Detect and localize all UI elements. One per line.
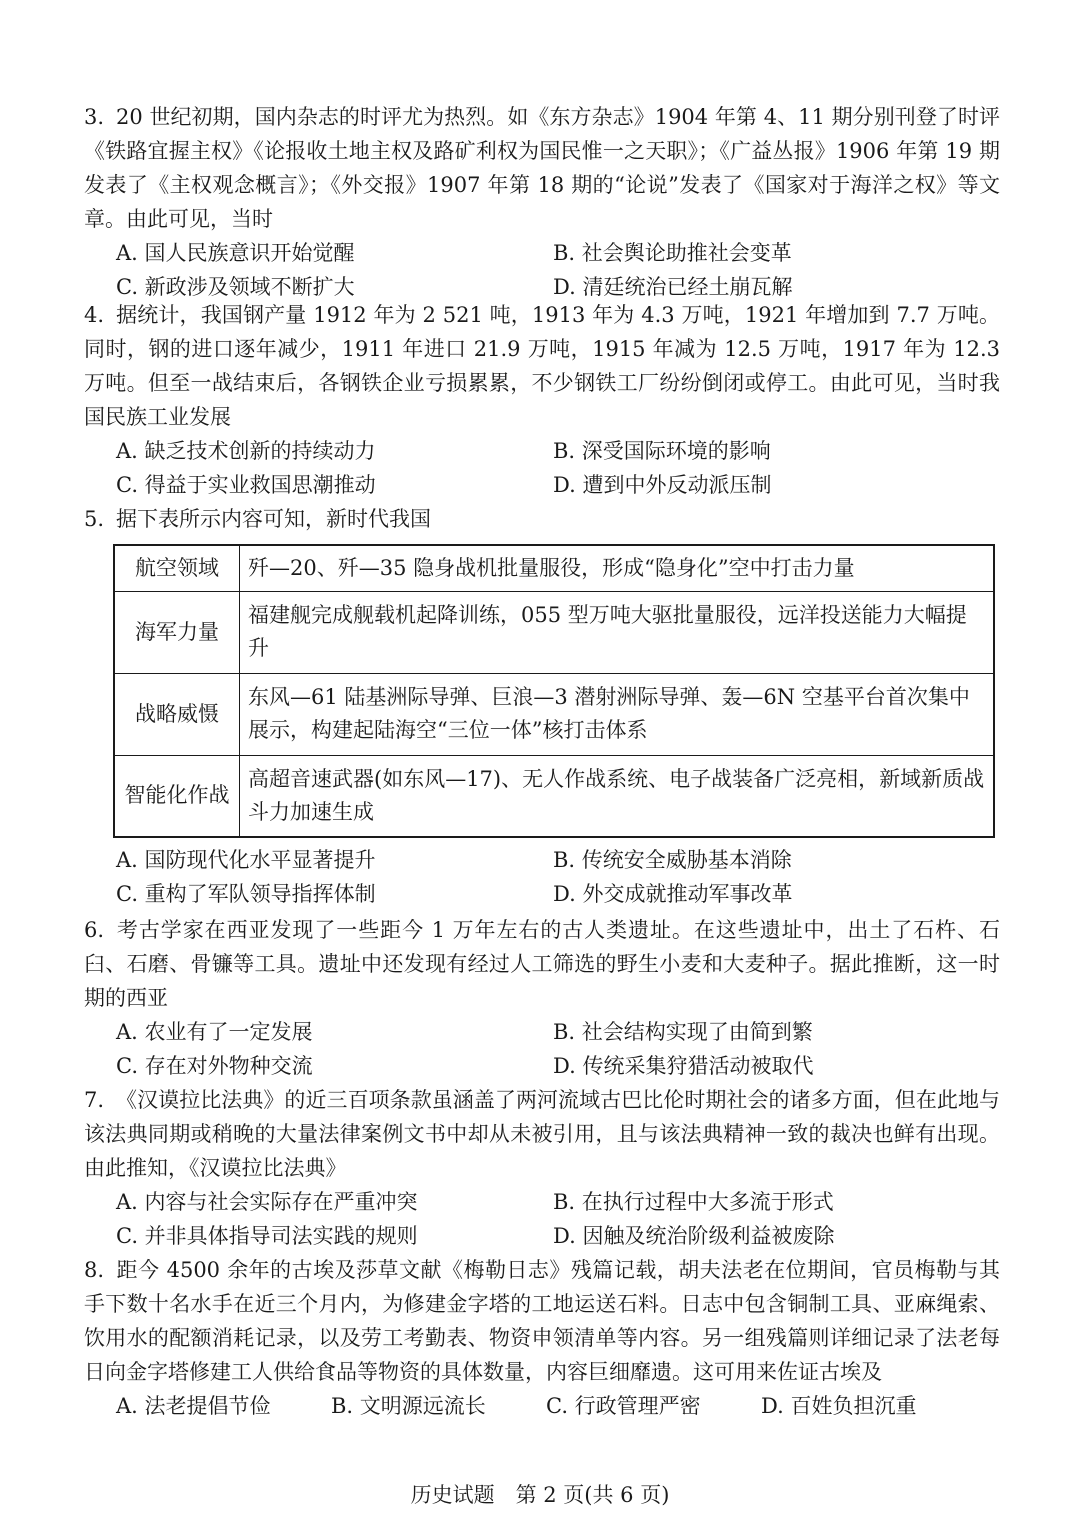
table-cell-content: 福建舰完成舰载机起降训练，055 型万吨大驱批量服役，远洋投送能力大幅提升 [240, 591, 995, 673]
question-stem [84, 913, 1000, 1015]
question-number: 7. [84, 1088, 105, 1112]
table-cell-field: 航空领域 [114, 545, 240, 591]
question-number: 5. [84, 507, 105, 531]
question-text: 《汉谟拉比法典》的近三百项条款虽涵盖了两河流域古巴比伦时期社会的诸多方面，但在此地与该法典同期或稍晚的大量法律案例文书中却从未被引用，且与该法典精神一致的裁决也鲜有出现。由此推知，《汉谟拉比法典》 [84, 1088, 1000, 1180]
option-a: A. 缺乏技术创新的持续动力 [116, 439, 376, 463]
options [116, 1389, 1000, 1423]
option-c: C. 并非具体指导司法实践的规则 [116, 1224, 418, 1248]
option-a: A. 国人民族意识开始觉醒 [116, 241, 355, 265]
question-3 [84, 100, 1000, 304]
table-row [114, 591, 994, 673]
question-text: 距今 4500 余年的古埃及莎草文献《梅勒日志》残篇记载，胡夫法老在位期间，官员梅勒与其手下数十名水手在近三个月内，为修建金字塔的工地运送石料。日志中包含铜制工具、亚麻绳索、饮用水的配额消耗记录，以及劳工考勤表、物资申领清单等内容。另一组残篇则详细记录了法老每日向金字塔修建工人供给食品等物资的具体数量，内容巨细靡遗。这可用来佐证古埃及 [84, 1258, 1000, 1384]
page-footer: 历史试题 第 2 页(共 6 页) [410, 1483, 670, 1507]
question-8 [84, 1253, 1000, 1423]
options [116, 236, 1000, 304]
question-text: 据下表所示内容可知，新时代我国 [116, 507, 431, 531]
option-c: C. 行政管理严密 [546, 1394, 701, 1418]
question-stem [84, 502, 1000, 536]
table-row [114, 755, 994, 837]
question-stem [84, 1083, 1000, 1185]
table-cell-content: 东风—61 陆基洲际导弹、巨浪—3 潜射洲际导弹、轰—6N 空基平台首次集中展示，构建起陆海空“三位一体”核打击体系 [240, 673, 995, 755]
option-a: A. 国防现代化水平显著提升 [116, 848, 376, 872]
option-a: A. 法老提倡节俭 [116, 1394, 271, 1418]
option-d: D. 遭到中外反动派压制 [553, 473, 772, 497]
question-stem [84, 1253, 1000, 1389]
option-d: D. 传统采集狩猎活动被取代 [553, 1054, 814, 1078]
option-c: C. 存在对外物种交流 [116, 1054, 313, 1078]
option-a: A. 农业有了一定发展 [116, 1020, 313, 1044]
question-5-options [84, 843, 1000, 911]
option-c: C. 重构了军队领导指挥体制 [116, 882, 376, 906]
table-row [114, 545, 994, 591]
option-c: C. 新政涉及领域不断扩大 [116, 275, 355, 299]
table-cell-content: 高超音速武器(如东风—17)、无人作战系统、电子战装备广泛亮相，新域新质战斗力加速生成 [240, 755, 995, 837]
option-b: B. 传统安全威胁基本消除 [553, 848, 792, 872]
question-stem [84, 298, 1000, 434]
option-d: D. 因触及统治阶级利益被废除 [553, 1224, 835, 1248]
question-number: 3. [84, 105, 105, 129]
question-number: 6. [84, 918, 105, 942]
question-4 [84, 298, 1000, 502]
options [116, 1185, 1000, 1253]
question-number: 4. [84, 303, 105, 327]
option-b: B. 文明源远流长 [331, 1394, 486, 1418]
options [116, 843, 1000, 911]
question-text: 据统计，我国钢产量 1912 年为 2 521 吨，1913 年为 4.3 万吨，1921 年增加到 7.7 万吨。同时，钢的进口逐年减少，1911 年进口 21.9 万吨，1915 年减为 12.5 万吨，1917 年为 12.3 万吨。但至一战结束后，各钢铁企业亏损累累，不少钢铁工厂纷纷倒闭或停工。由此可见，当时我国民族工业发展 [84, 303, 1000, 429]
option-d: D. 百姓负担沉重 [761, 1394, 917, 1418]
table-cell-content: 歼—20、歼—35 隐身战机批量服役，形成“隐身化”空中打击力量 [240, 545, 995, 591]
table-cell-field: 战略威慑 [114, 673, 240, 755]
option-b: B. 在执行过程中大多流于形式 [553, 1190, 834, 1214]
table-cell-field: 海军力量 [114, 591, 240, 673]
military-table [113, 544, 995, 838]
option-d: D. 清廷统治已经土崩瓦解 [553, 275, 793, 299]
option-b: B. 社会结构实现了由简到繁 [553, 1020, 813, 1044]
option-b: B. 深受国际环境的影响 [553, 439, 771, 463]
question-5 [84, 502, 1000, 536]
option-a: A. 内容与社会实际存在严重冲突 [116, 1190, 418, 1214]
question-stem [84, 100, 1000, 236]
option-c: C. 得益于实业救国思潮推动 [116, 473, 376, 497]
question-text: 考古学家在西亚发现了一些距今 1 万年左右的古人类遗址。在这些遗址中，出土了石杵、石臼、石磨、骨镰等工具。遗址中还发现有经过人工筛选的野生小麦和大麦种子。据此推断，这一时期的西亚 [84, 918, 1000, 1010]
table-cell-field: 智能化作战 [114, 755, 240, 837]
options [116, 434, 1000, 502]
question-number: 8. [84, 1258, 105, 1282]
option-b: B. 社会舆论助推社会变革 [553, 241, 792, 265]
table-row [114, 673, 994, 755]
question-6 [84, 913, 1000, 1083]
options [116, 1015, 1000, 1083]
option-d: D. 外交成就推动军事改革 [553, 882, 793, 906]
question-7 [84, 1083, 1000, 1253]
question-text: 20 世纪初期，国内杂志的时评尤为热烈。如《东方杂志》1904 年第 4、11 期分别刊登了时评《铁路宜握主权》《论报收土地主权及路矿利权为国民惟一之天职》；《广益丛报》1906 年第 19 期发表了《主权观念概言》；《外交报》1907 年第 18 期的“论说”发表了《国家对于海洋之权》等文章。由此可见，当时 [84, 105, 1000, 231]
